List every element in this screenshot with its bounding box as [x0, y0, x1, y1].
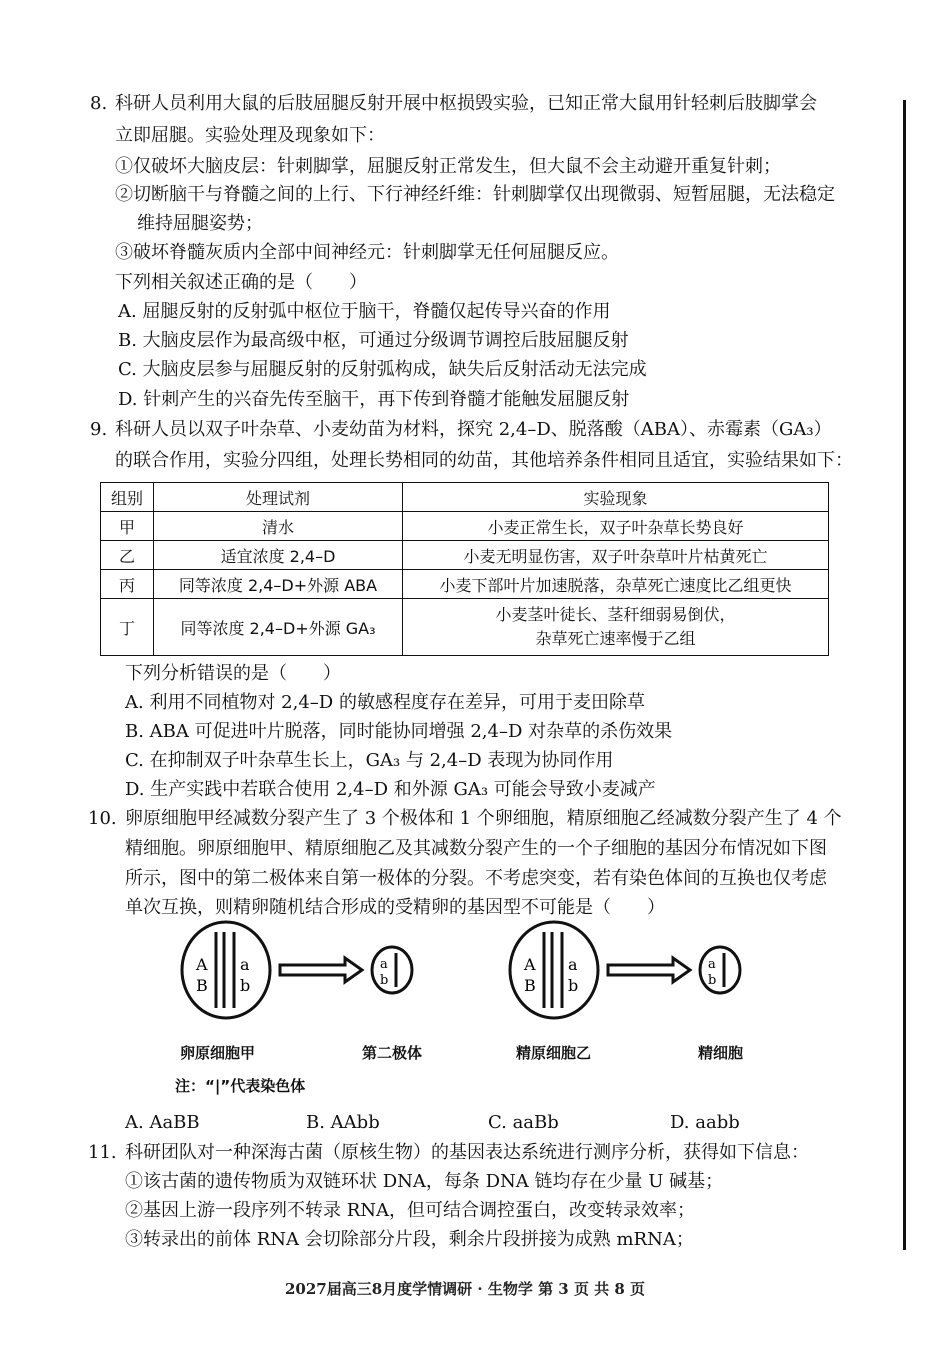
q8-ask: 下列相关叙述正确的是（ ） — [115, 272, 367, 293]
arrow-icon — [280, 958, 362, 982]
margin-rule — [903, 100, 906, 1250]
gene-label: B — [196, 976, 208, 995]
q11-item1: ①该古菌的遗传物质为双链环状 DNA，每条 DNA 链均存在少量 U 碱基； — [125, 1171, 724, 1192]
cell-reagent: 适宜浓度 2,4–D — [154, 541, 403, 570]
cell-reagent: 清水 — [154, 512, 403, 541]
q10-option-c: C. aaBb — [488, 1112, 559, 1133]
diagram-note: 注：“|”代表染色体 — [175, 1077, 306, 1095]
experiment-table — [100, 482, 829, 656]
gene-label: A — [196, 955, 208, 974]
gene-label: b — [380, 973, 389, 988]
cell-result: 小麦无明显伤害，双子叶杂草叶片枯黄死亡 — [403, 541, 829, 570]
q10-stem-line3: 所示，图中的第二极体来自第一极体的分裂。不考虑突变，若有染色体间的互换也仅考虑 — [125, 868, 827, 889]
q10-stem-line4: 单次互换，则精卵随机结合形成的受精卵的基因型不可能是（ ） — [125, 897, 665, 918]
header-group: 组别 — [101, 483, 154, 512]
q11-item3: ③转录出的前体 RNA 会切除部分片段，剩余片段拼接为成熟 mRNA； — [125, 1229, 694, 1250]
cell-group: 丙 — [101, 570, 154, 599]
gene-label: A — [524, 955, 536, 974]
q10-option-a: A. AaBB — [125, 1112, 200, 1133]
meiosis-diagram — [170, 920, 770, 1030]
table-row — [101, 512, 829, 541]
cell-group: 乙 — [101, 541, 154, 570]
table-row — [101, 541, 829, 570]
q8-number: 8. — [90, 93, 108, 114]
gene-label: a — [708, 957, 716, 972]
q9-option-c: C. 在抑制双子叶杂草生长上，GA₃ 与 2,4–D 表现为协同作用 — [125, 750, 614, 771]
q8-option-c: C. 大脑皮层参与屈腿反射的反射弧构成，缺失后反射活动无法完成 — [118, 359, 647, 380]
q9-option-b: B. ABA 可促进叶片脱落，同时能协同增强 2,4–D 对杂草的杀伤效果 — [125, 721, 673, 742]
label-oogonium: 卵原细胞甲 — [180, 1044, 256, 1062]
q9-stem-line2: 的联合作用，实验分四组，处理长势相同的幼苗，其他培养条件相同且适宜，实验结果如下： — [115, 450, 853, 471]
cell-membrane — [700, 947, 740, 993]
q8-option-d: D. 针刺产生的兴奋先传至脑干，再下传到脊髓才能触发屈腿反射 — [118, 389, 630, 410]
gene-label: a — [240, 955, 250, 974]
cell-group: 甲 — [101, 512, 154, 541]
sperm-cell — [700, 947, 740, 993]
q9-option-d: D. 生产实践中若联合使用 2,4–D 和外源 GA₃ 可能会导致小麦减产 — [125, 779, 656, 800]
q10-number: 10. — [88, 808, 117, 829]
cell-result: 小麦正常生长，双子叶杂草长势良好 — [403, 512, 829, 541]
cell-result-line2: 杂草死亡速率慢于乙组 — [535, 629, 696, 648]
header-reagent: 处理试剂 — [154, 483, 403, 512]
q10-stem-line2: 精细胞。卵原细胞甲、精原细胞乙及其减数分裂产生的一个子细胞的基因分布情况如下图 — [125, 838, 827, 859]
label-polar-body: 第二极体 — [362, 1044, 423, 1062]
q10-option-b: B. AAbb — [306, 1112, 380, 1133]
q9-number: 9. — [90, 419, 108, 440]
q11-item2: ②基因上游一段序列不转录 RNA，但可结合调控蛋白，改变转录效率； — [125, 1200, 696, 1221]
cell-result: 小麦下部叶片加速脱落，杂草死亡速度比乙组更快 — [403, 570, 829, 599]
q11-number: 11. — [88, 1142, 117, 1163]
cell-group: 丁 — [101, 599, 154, 656]
q8-item2-line1: ②切断脑干与脊髓之间的上行、下行神经纤维：针刺脚掌仅出现微弱、短暂屈腿，无法稳定 — [115, 184, 835, 205]
q9-ask: 下列分析错误的是（ ） — [125, 663, 341, 684]
gene-label: b — [568, 976, 579, 995]
label-sperm: 精细胞 — [698, 1044, 744, 1062]
header-result: 实验现象 — [403, 483, 829, 512]
q8-stem-line2: 立即屈腿。实验处理及现象如下： — [115, 125, 385, 146]
table-header-row — [101, 483, 829, 512]
q8-item2-line2: 维持屈腿姿势； — [137, 213, 263, 234]
gene-label: a — [568, 955, 578, 974]
arrow-icon — [608, 958, 690, 982]
page-footer: 2027届高三8月度学情调研 · 生物学 第 3 页 共 8 页 — [285, 1280, 646, 1298]
gene-label: B — [524, 976, 536, 995]
q8-option-a: A. 屈腿反射的反射弧中枢位于脑干，脊髓仅起传导兴奋的作用 — [118, 301, 611, 322]
table-row — [101, 599, 829, 656]
cell-membrane — [372, 947, 412, 993]
q9-stem-line1: 科研人员以双子叶杂草、小麦幼苗为材料，探究 2,4–D、脱落酸（ABA）、赤霉素（GA₃） — [115, 419, 832, 440]
q8-item1: ①仅破坏大脑皮层：针刺脚掌，屈腿反射正常发生，但大鼠不会主动避开重复针刺； — [115, 156, 781, 177]
q10-option-d: D. aabb — [670, 1112, 740, 1133]
q8-item3: ③破坏脊髓灰质内全部中间神经元：针刺脚掌无任何屈腿反应。 — [115, 242, 619, 263]
gene-label: a — [380, 957, 388, 972]
polar-body-cell — [372, 947, 412, 993]
cell-result-line1: 小麦茎叶徒长、茎秆细弱易倒伏， — [495, 605, 736, 624]
label-spermatogonium: 精原细胞乙 — [516, 1044, 592, 1062]
q8-option-b: B. 大脑皮层作为最高级中枢，可通过分级调节调控后肢屈腿反射 — [118, 330, 629, 351]
q11-stem: 科研团队对一种深海古菌（原核生物）的基因表达系统进行测序分析，获得如下信息： — [125, 1142, 809, 1163]
table-row — [101, 570, 829, 599]
cell-reagent: 同等浓度 2,4–D+外源 GA₃ — [154, 599, 403, 656]
cell-reagent: 同等浓度 2,4–D+外源 ABA — [154, 570, 403, 599]
q8-stem-line1: 科研人员利用大鼠的后肢屈腿反射开展中枢损毁实验，已知正常大鼠用针轻刺后肢脚掌会 — [115, 93, 817, 114]
q10-stem-line1: 卵原细胞甲经减数分裂产生了 3 个极体和 1 个卵细胞，精原细胞乙经减数分裂产生了 4 个 — [125, 808, 842, 829]
q9-option-a: A. 利用不同植物对 2,4–D 的敏感程度存在差异，可用于麦田除草 — [125, 692, 645, 713]
cell-result — [403, 599, 829, 656]
spermatogonium-cell — [510, 922, 598, 1018]
oogonium-cell — [182, 922, 270, 1018]
gene-label: b — [708, 973, 717, 988]
gene-label: b — [240, 976, 251, 995]
